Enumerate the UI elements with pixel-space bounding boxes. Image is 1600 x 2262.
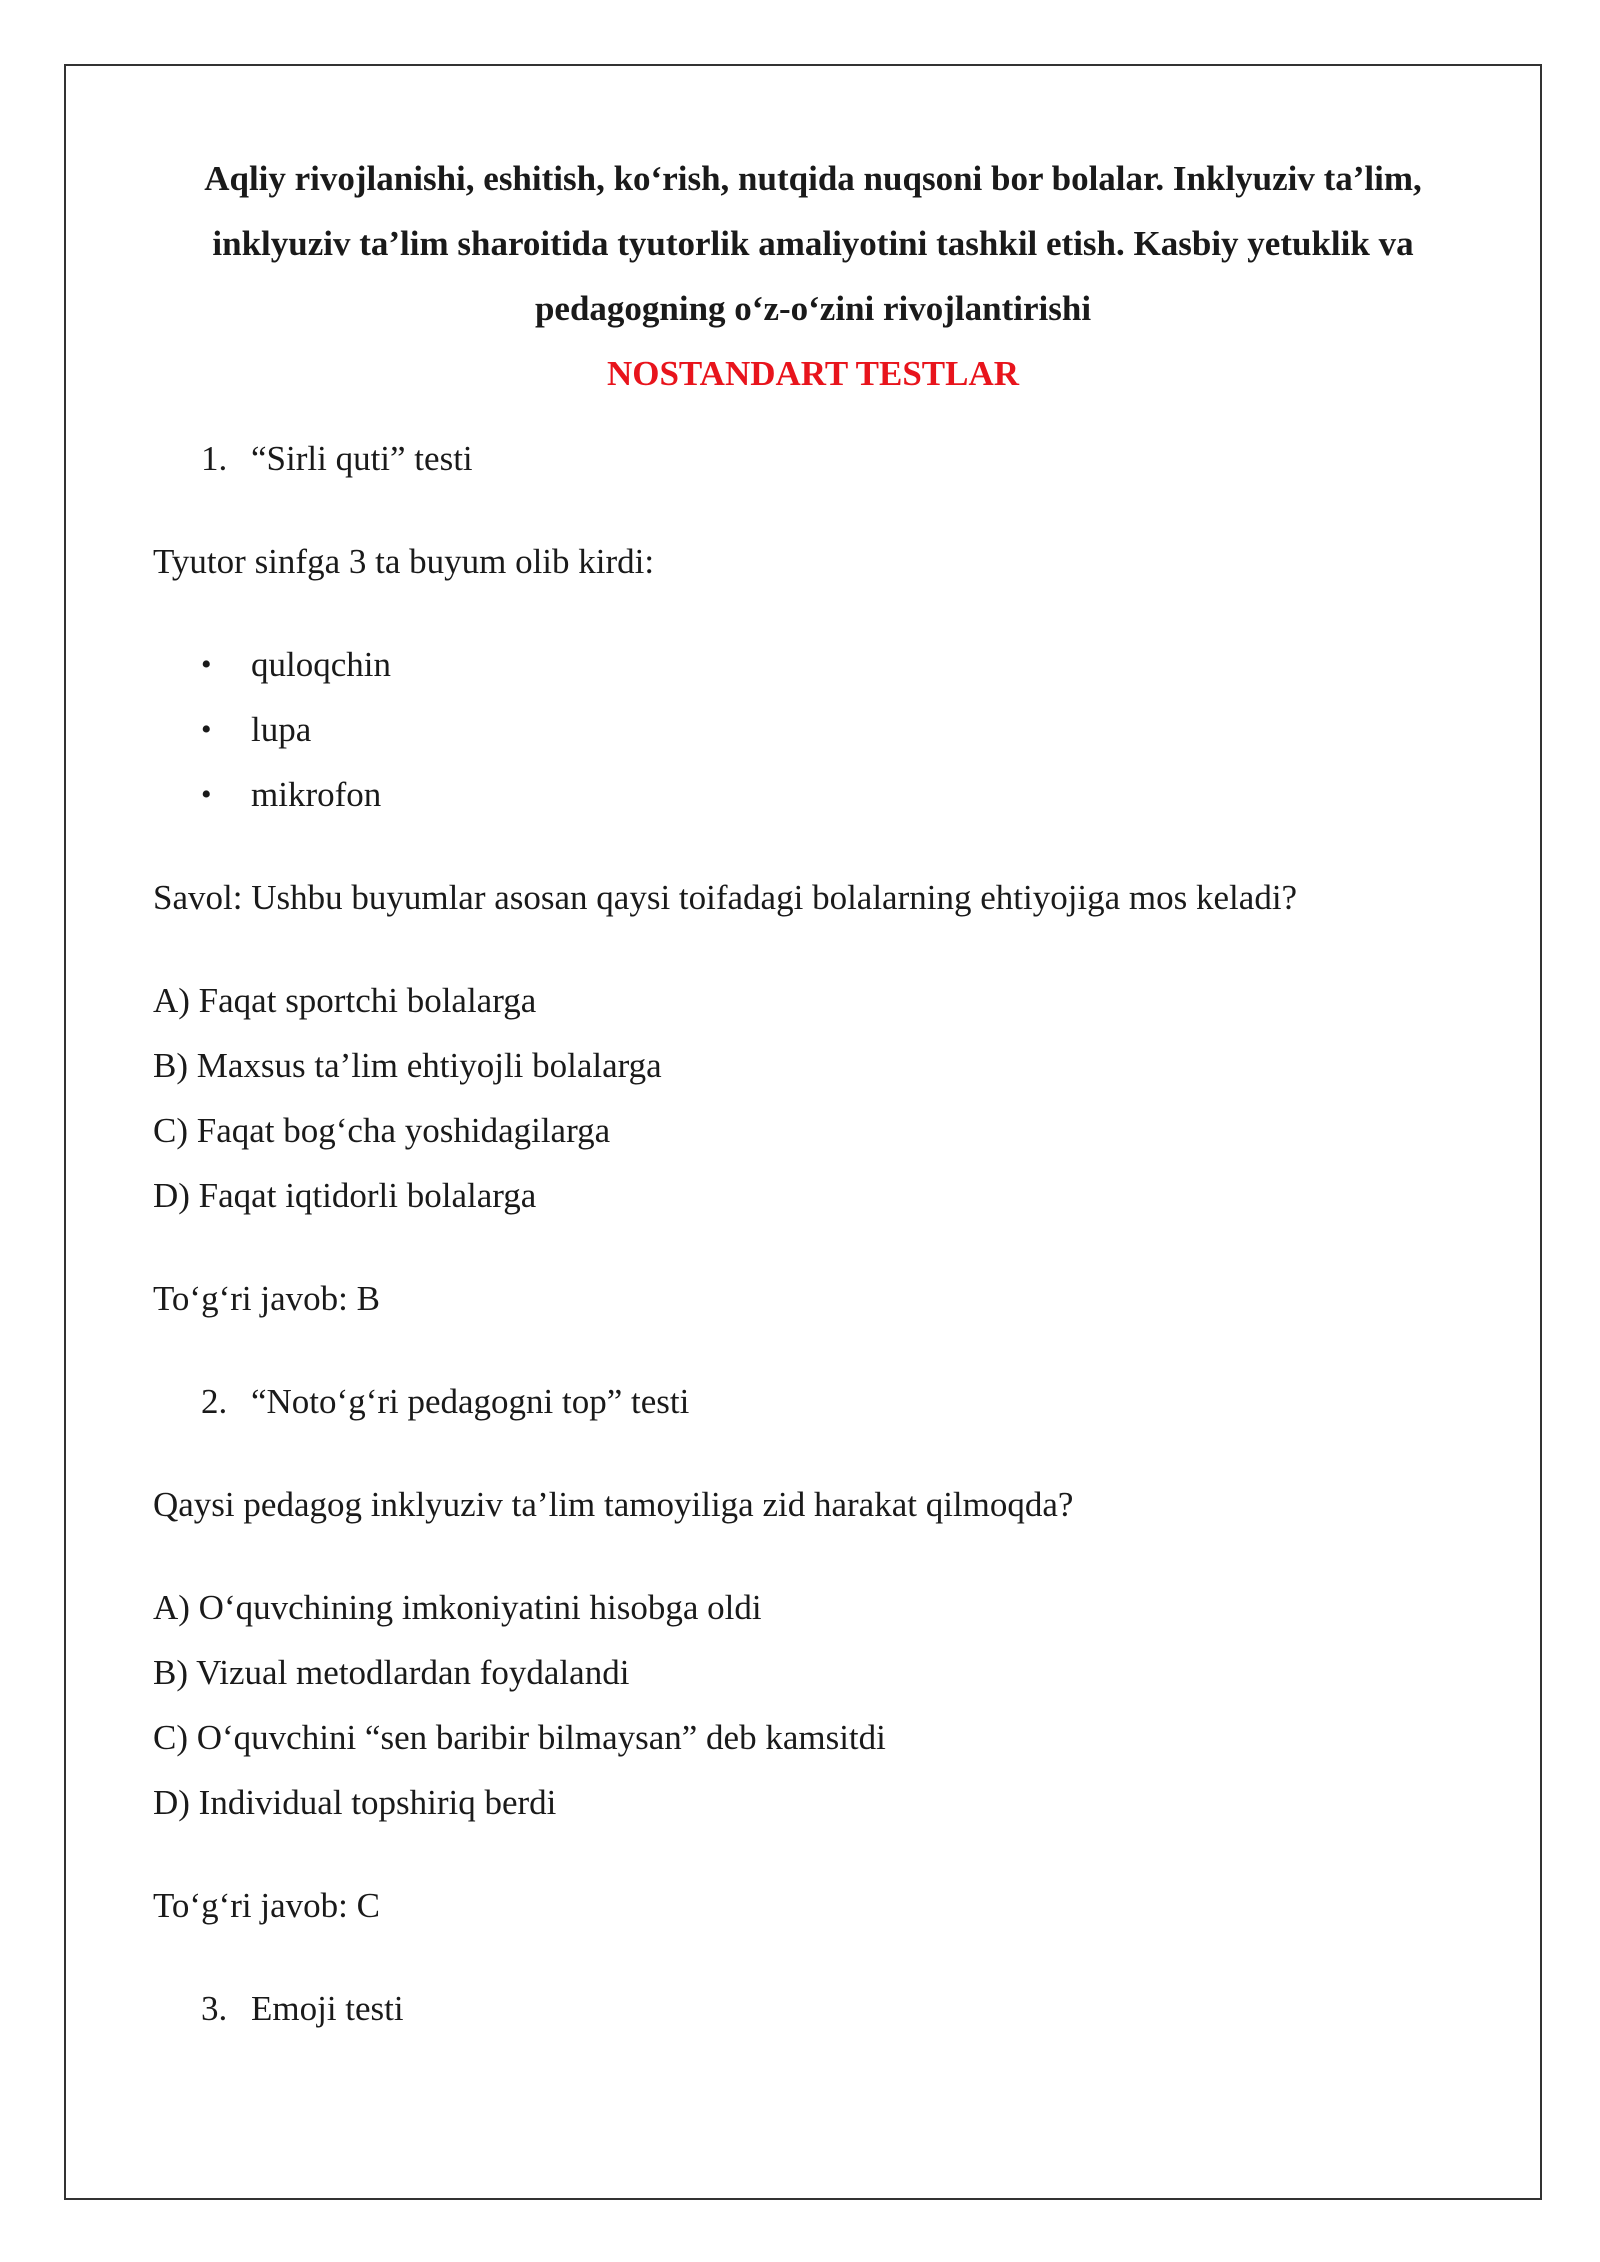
- list-item: • quloqchin: [153, 632, 1473, 697]
- test-1-items: [153, 632, 1473, 827]
- list-item: • lupa: [153, 697, 1473, 762]
- test-2-heading: [153, 1369, 1473, 1434]
- bullet-icon: •: [201, 713, 212, 746]
- test-1-option-d: D) Faqat iqtidorli bolalarga: [153, 1176, 537, 1215]
- test-2-option-b: B) Vizual metodlardan foydalandi: [153, 1653, 630, 1692]
- document-body: [153, 146, 1473, 2041]
- test-2-option-c: C) O‘quvchini “sen baribir bilmaysan” deb kamsitdi: [153, 1718, 886, 1757]
- test-2-answer: To‘g‘ri javob: C: [153, 1886, 380, 1925]
- test-2-option-a: A) O‘quvchining imkoniyatini hisobga oldi: [153, 1588, 762, 1627]
- test-1-answer: To‘g‘ri javob: B: [153, 1279, 380, 1318]
- bullet-icon: •: [201, 648, 212, 681]
- list-item: • mikrofon: [153, 762, 1473, 827]
- test-1-number: 1.: [201, 439, 228, 478]
- bullet-icon: •: [201, 778, 212, 811]
- test-1-intro: Tyutor sinfga 3 ta buyum olib kirdi:: [153, 542, 655, 581]
- test-3-heading: [153, 1976, 1473, 2041]
- test-1-option-b: B) Maxsus ta’lim ehtiyojli bolalarga: [153, 1046, 662, 1085]
- test-2-question: Qaysi pedagog inklyuziv ta’lim tamoyiliga zid harakat qilmoqda?: [153, 1485, 1074, 1524]
- test-1-option-c: C) Faqat bog‘cha yoshidagilarga: [153, 1111, 611, 1150]
- title-line-1: Aqliy rivojlanishi, eshitish, ko‘rish, nutqida nuqsoni bor bolalar. Inklyuziv ta’lim,: [204, 159, 1422, 198]
- section-subtitle: NOSTANDART TESTLAR: [606, 354, 1020, 393]
- test-1-name: “Sirli quti” testi: [251, 439, 473, 478]
- title-line-3: pedagogning o‘z-o‘zini rivojlantirishi: [534, 289, 1092, 328]
- test-1-question: Savol: Ushbu buyumlar asosan qaysi toifadagi bolalarning ehtiyojiga mos keladi?: [153, 878, 1298, 917]
- test-2-number: 2.: [201, 1382, 228, 1421]
- test-3-name: Emoji testi: [251, 1989, 404, 2028]
- test-2-name: “Noto‘g‘ri pedagogni top” testi: [251, 1382, 690, 1421]
- test-1-heading: [153, 426, 1473, 491]
- test-2-option-d: D) Individual topshiriq berdi: [153, 1783, 557, 1822]
- test-1-option-a: A) Faqat sportchi bolalarga: [153, 981, 537, 1020]
- test-3-number: 3.: [201, 1989, 228, 2028]
- title-line-2: inklyuziv ta’lim sharoitida tyutorlik amaliyotini tashkil etish. Kasbiy yetuklik va: [212, 224, 1414, 263]
